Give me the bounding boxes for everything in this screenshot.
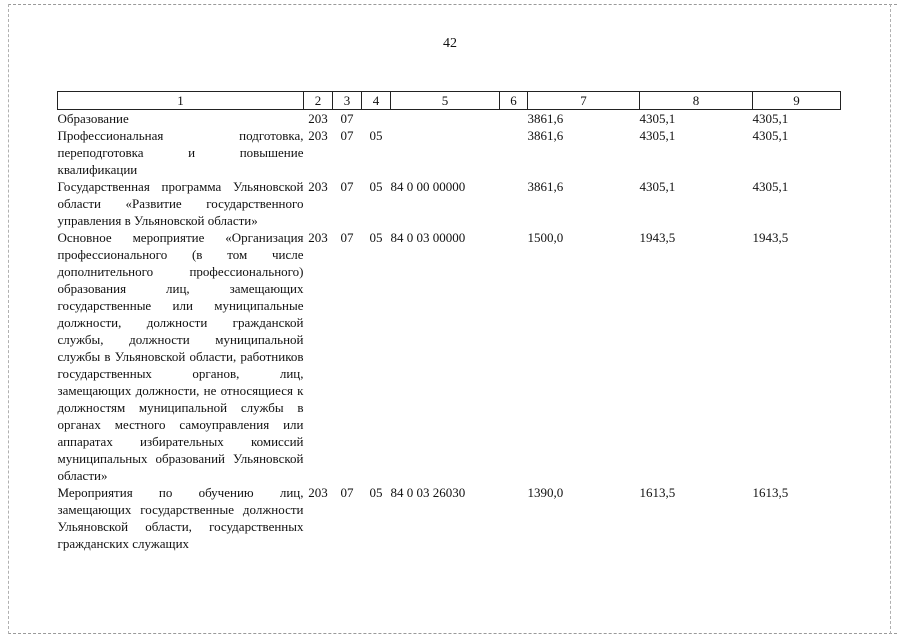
expense-type-cell [500, 127, 528, 178]
section-code-cell: 07 [340, 111, 354, 126]
column-header: 4 [362, 92, 391, 110]
expense-type-cell [500, 484, 528, 552]
subsection-code-cell: 05 [369, 179, 383, 194]
scan-edge-top [8, 4, 897, 5]
subsection-code-cell: 05 [369, 128, 383, 143]
table-row [58, 178, 841, 229]
section-code-cell: 07 [340, 179, 354, 194]
amount-col7-cell: 1500,0 [527, 230, 564, 245]
section-code-cell: 07 [340, 128, 354, 143]
column-header: 2 [304, 92, 333, 110]
column-header: 6 [500, 92, 528, 110]
amount-col9-cell: 4305,1 [752, 111, 789, 126]
amount-col8-cell: 4305,1 [639, 128, 676, 143]
row-name-cell: Основное мероприятие «Организация профессионального (в том числе дополнительного профессионального) образования лиц, замещающих государственные или муниципальные должности, должности гражданской службы, должности муниципальной службы в Ульяновской области, работников государственных органов, лиц, замещающих должности, не относящиеся к должностям муниципальной службы в органах местного самоуправления или аппаратах избирательных комиссий муниципальных образований Ульяновской области» [57, 230, 304, 483]
row-name-cell: Мероприятия по обучению лиц, замещающих государственные должности Ульяновской области, государственных гражданских служащих [57, 485, 304, 551]
amount-col9-cell: 1613,5 [752, 485, 789, 500]
table-row [58, 229, 841, 484]
section-code-cell: 07 [340, 485, 354, 500]
amount-col7-cell: 3861,6 [527, 179, 564, 194]
table-header-row [58, 92, 841, 110]
subsection-code-cell [362, 110, 391, 128]
table-row [58, 127, 841, 178]
column-header: 1 [58, 92, 304, 110]
target-article-cell: 84 0 03 00000 [390, 230, 466, 245]
row-name-cell: Профессиональная подготовка, переподготовка и повышение квалификации [57, 128, 304, 177]
target-article-cell [391, 110, 500, 128]
row-name-cell: Государственная программа Ульяновской области «Развитие государственного управления в Ульяновской области» [57, 179, 304, 228]
amount-col8-cell: 4305,1 [639, 179, 676, 194]
ministry-code-cell: 203 [308, 179, 328, 194]
subsection-code-cell: 05 [369, 230, 383, 245]
amount-col8-cell: 1943,5 [639, 230, 676, 245]
subsection-code-cell: 05 [369, 485, 383, 500]
expense-type-cell [500, 110, 528, 128]
amount-col7-cell: 3861,6 [527, 128, 564, 143]
target-article-cell: 84 0 03 26030 [390, 485, 466, 500]
column-header: 9 [753, 92, 841, 110]
ministry-code-cell: 203 [308, 485, 328, 500]
amount-col8-cell: 1613,5 [639, 485, 676, 500]
ministry-code-cell: 203 [308, 230, 328, 245]
column-header: 5 [391, 92, 500, 110]
budget-table [57, 91, 841, 552]
page-number: 42 [443, 36, 457, 51]
table-row [58, 484, 841, 552]
column-header: 7 [528, 92, 640, 110]
target-article-cell: 84 0 00 00000 [390, 179, 466, 194]
scan-edge-right [890, 4, 891, 634]
table-row [58, 110, 841, 128]
ministry-code-cell: 203 [308, 128, 328, 143]
amount-col9-cell: 4305,1 [752, 179, 789, 194]
scan-edge-left [8, 4, 9, 634]
column-header: 8 [640, 92, 753, 110]
row-name-cell: Образование [57, 111, 129, 126]
amount-col8-cell: 4305,1 [639, 111, 676, 126]
amount-col7-cell: 3861,6 [527, 111, 564, 126]
target-article-cell [391, 127, 500, 178]
column-header: 3 [333, 92, 362, 110]
scan-edge-bottom [8, 633, 897, 634]
amount-col9-cell: 1943,5 [752, 230, 789, 245]
amount-col9-cell: 4305,1 [752, 128, 789, 143]
expense-type-cell [500, 178, 528, 229]
amount-col7-cell: 1390,0 [527, 485, 564, 500]
ministry-code-cell: 203 [308, 111, 328, 126]
expense-type-cell [500, 229, 528, 484]
section-code-cell: 07 [340, 230, 354, 245]
